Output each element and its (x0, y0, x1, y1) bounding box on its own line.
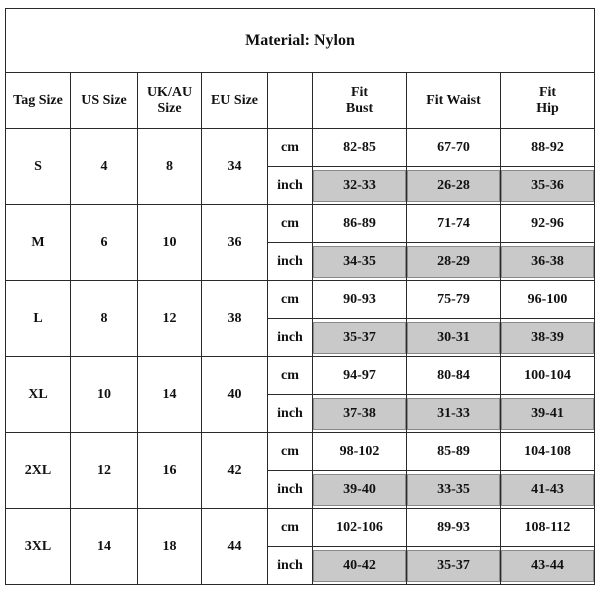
header-ukau-size (138, 73, 202, 129)
hip-inch-cell (501, 243, 595, 281)
waist-inch-cell (407, 471, 501, 509)
unit-cm-label: cm (268, 509, 313, 547)
eu-size-cell: 38 (202, 281, 268, 357)
waist-cm-cell: 85-89 (407, 433, 501, 471)
bust-inch-cell (313, 471, 407, 509)
hip-inch-cell (501, 167, 595, 205)
hip-cm-cell: 96-100 (501, 281, 595, 319)
unit-inch-label: inch (268, 547, 313, 585)
ukau-size-cell: 10 (138, 205, 202, 281)
waist-cm-cell: 67-70 (407, 129, 501, 167)
hip-inch-value: 38-39 (501, 322, 594, 354)
waist-inch-value: 30-31 (407, 322, 500, 354)
tag-size-cell: L (6, 281, 71, 357)
table-title: Material: Nylon (6, 9, 595, 73)
header-fit-bust-line2: Bust (345, 100, 374, 116)
unit-inch-label: inch (268, 319, 313, 357)
waist-inch-cell (407, 167, 501, 205)
us-size-cell: 4 (71, 129, 138, 205)
header-tag-size: Tag Size (6, 73, 71, 129)
header-row (6, 73, 595, 129)
waist-inch-value: 33-35 (407, 474, 500, 506)
waist-inch-value: 31-33 (407, 398, 500, 430)
bust-inch-cell (313, 319, 407, 357)
waist-inch-cell (407, 243, 501, 281)
hip-inch-cell (501, 471, 595, 509)
hip-inch-value: 35-36 (501, 170, 594, 202)
tag-size-cell: 2XL (6, 433, 71, 509)
waist-inch-cell (407, 395, 501, 433)
hip-cm-cell: 88-92 (501, 129, 595, 167)
bust-inch-value: 35-37 (313, 322, 406, 354)
bust-inch-cell (313, 167, 407, 205)
unit-inch-label: inch (268, 471, 313, 509)
waist-inch-value: 28-29 (407, 246, 500, 278)
unit-inch-label: inch (268, 167, 313, 205)
bust-inch-cell (313, 547, 407, 585)
hip-inch-cell (501, 395, 595, 433)
bust-inch-cell (313, 243, 407, 281)
size-chart (5, 8, 594, 594)
size-table (5, 8, 595, 585)
us-size-cell: 6 (71, 205, 138, 281)
waist-inch-value: 35-37 (407, 550, 500, 582)
us-size-cell: 12 (71, 433, 138, 509)
bust-cm-cell: 86-89 (313, 205, 407, 243)
size-row-cm (6, 509, 595, 547)
header-eu-size: EU Size (202, 73, 268, 129)
hip-inch-value: 43-44 (501, 550, 594, 582)
hip-cm-cell: 104-108 (501, 433, 595, 471)
unit-cm-label: cm (268, 433, 313, 471)
header-unit (268, 73, 313, 129)
size-row-cm (6, 281, 595, 319)
size-row-cm (6, 205, 595, 243)
unit-cm-label: cm (268, 281, 313, 319)
header-fit-bust (313, 73, 407, 129)
ukau-size-cell: 12 (138, 281, 202, 357)
size-row-cm (6, 433, 595, 471)
hip-cm-cell: 92-96 (501, 205, 595, 243)
waist-cm-cell: 89-93 (407, 509, 501, 547)
eu-size-cell: 40 (202, 357, 268, 433)
header-fit-bust-line1: Fit (350, 84, 369, 100)
hip-cm-cell: 108-112 (501, 509, 595, 547)
header-fit-waist: Fit Waist (407, 73, 501, 129)
ukau-size-cell: 16 (138, 433, 202, 509)
ukau-size-cell: 8 (138, 129, 202, 205)
bust-inch-value: 34-35 (313, 246, 406, 278)
hip-inch-value: 41-43 (501, 474, 594, 506)
unit-cm-label: cm (268, 357, 313, 395)
size-row-cm (6, 129, 595, 167)
hip-inch-value: 36-38 (501, 246, 594, 278)
us-size-cell: 10 (71, 357, 138, 433)
waist-inch-value: 26-28 (407, 170, 500, 202)
eu-size-cell: 44 (202, 509, 268, 585)
header-fit-hip-line2: Hip (536, 100, 559, 116)
us-size-cell: 14 (71, 509, 138, 585)
eu-size-cell: 42 (202, 433, 268, 509)
bust-inch-value: 40-42 (313, 550, 406, 582)
waist-cm-cell: 80-84 (407, 357, 501, 395)
eu-size-cell: 36 (202, 205, 268, 281)
bust-cm-cell: 82-85 (313, 129, 407, 167)
ukau-size-cell: 14 (138, 357, 202, 433)
waist-inch-cell (407, 319, 501, 357)
bust-cm-cell: 94-97 (313, 357, 407, 395)
bust-inch-value: 32-33 (313, 170, 406, 202)
hip-inch-value: 39-41 (501, 398, 594, 430)
unit-inch-label: inch (268, 395, 313, 433)
header-ukau-line1: UK/AU (146, 84, 193, 100)
ukau-size-cell: 18 (138, 509, 202, 585)
bust-cm-cell: 98-102 (313, 433, 407, 471)
hip-inch-cell (501, 547, 595, 585)
tag-size-cell: 3XL (6, 509, 71, 585)
bust-cm-cell: 102-106 (313, 509, 407, 547)
hip-inch-cell (501, 319, 595, 357)
bust-inch-value: 37-38 (313, 398, 406, 430)
header-ukau-line2: Size (157, 100, 182, 116)
header-fit-hip (501, 73, 595, 129)
header-us-size: US Size (71, 73, 138, 129)
unit-inch-label: inch (268, 243, 313, 281)
waist-cm-cell: 71-74 (407, 205, 501, 243)
waist-inch-cell (407, 547, 501, 585)
tag-size-cell: M (6, 205, 71, 281)
us-size-cell: 8 (71, 281, 138, 357)
waist-cm-cell: 75-79 (407, 281, 501, 319)
bust-inch-value: 39-40 (313, 474, 406, 506)
tag-size-cell: S (6, 129, 71, 205)
unit-cm-label: cm (268, 205, 313, 243)
header-fit-hip-line1: Fit (538, 84, 557, 100)
size-row-cm (6, 357, 595, 395)
unit-cm-label: cm (268, 129, 313, 167)
hip-cm-cell: 100-104 (501, 357, 595, 395)
bust-inch-cell (313, 395, 407, 433)
bust-cm-cell: 90-93 (313, 281, 407, 319)
tag-size-cell: XL (6, 357, 71, 433)
eu-size-cell: 34 (202, 129, 268, 205)
